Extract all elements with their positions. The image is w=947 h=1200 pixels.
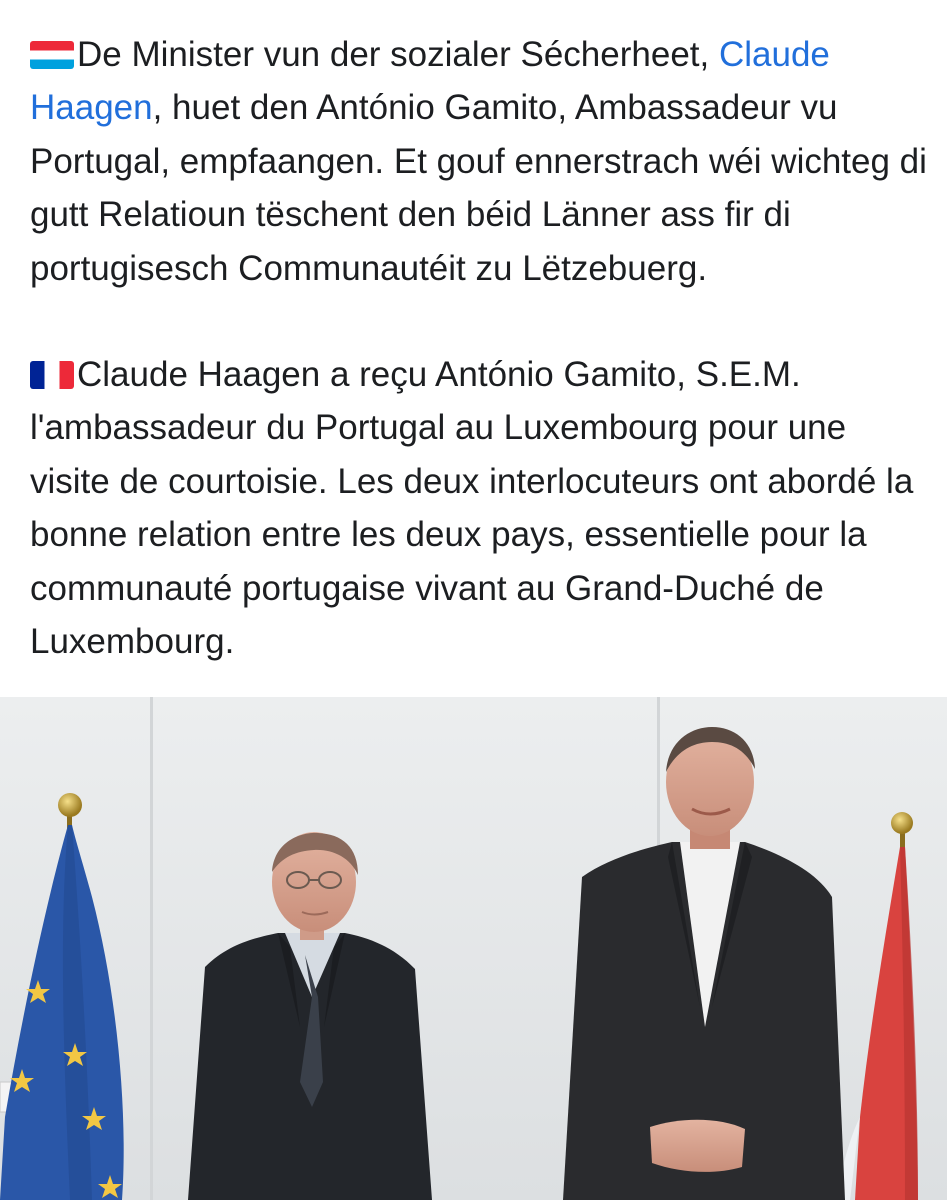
luxembourg-flag-icon (30, 41, 74, 69)
flagpole-finial (58, 793, 82, 817)
mention-link-claude-haagen[interactable]: Claude Haagen (30, 35, 830, 128)
lb-text-before: De Minister vun der sozialer Sécherheet, (77, 35, 719, 74)
post-text (30, 28, 930, 668)
post-paragraph-french (30, 348, 930, 668)
wall-panel-seam (150, 697, 153, 1200)
fr-text: Claude Haagen a reçu António Gamito, S.E.M. l'ambassadeur du Portugal au Luxembourg pour une visite de courtoisie. Les deux interlocuteurs ont abordé la bonne relation entre les deux pays, essentielle pour la communauté portugaise vivant au Grand-Duché de Luxembourg. (30, 355, 914, 662)
post-paragraph-luxembourgish (30, 28, 930, 295)
post-photo[interactable] (0, 697, 947, 1200)
flagpole-finial (891, 812, 913, 834)
lb-text-after: , huet den António Gamito, Ambassadeur vu Portugal, empfaangen. Et gouf ennerstrach wéi wichteg di gutt Relatioun tëschent den béid Länner ass fir di portugisesch Communautéit zu Lëtzebuerg. (30, 88, 927, 288)
france-flag-icon (30, 361, 74, 389)
